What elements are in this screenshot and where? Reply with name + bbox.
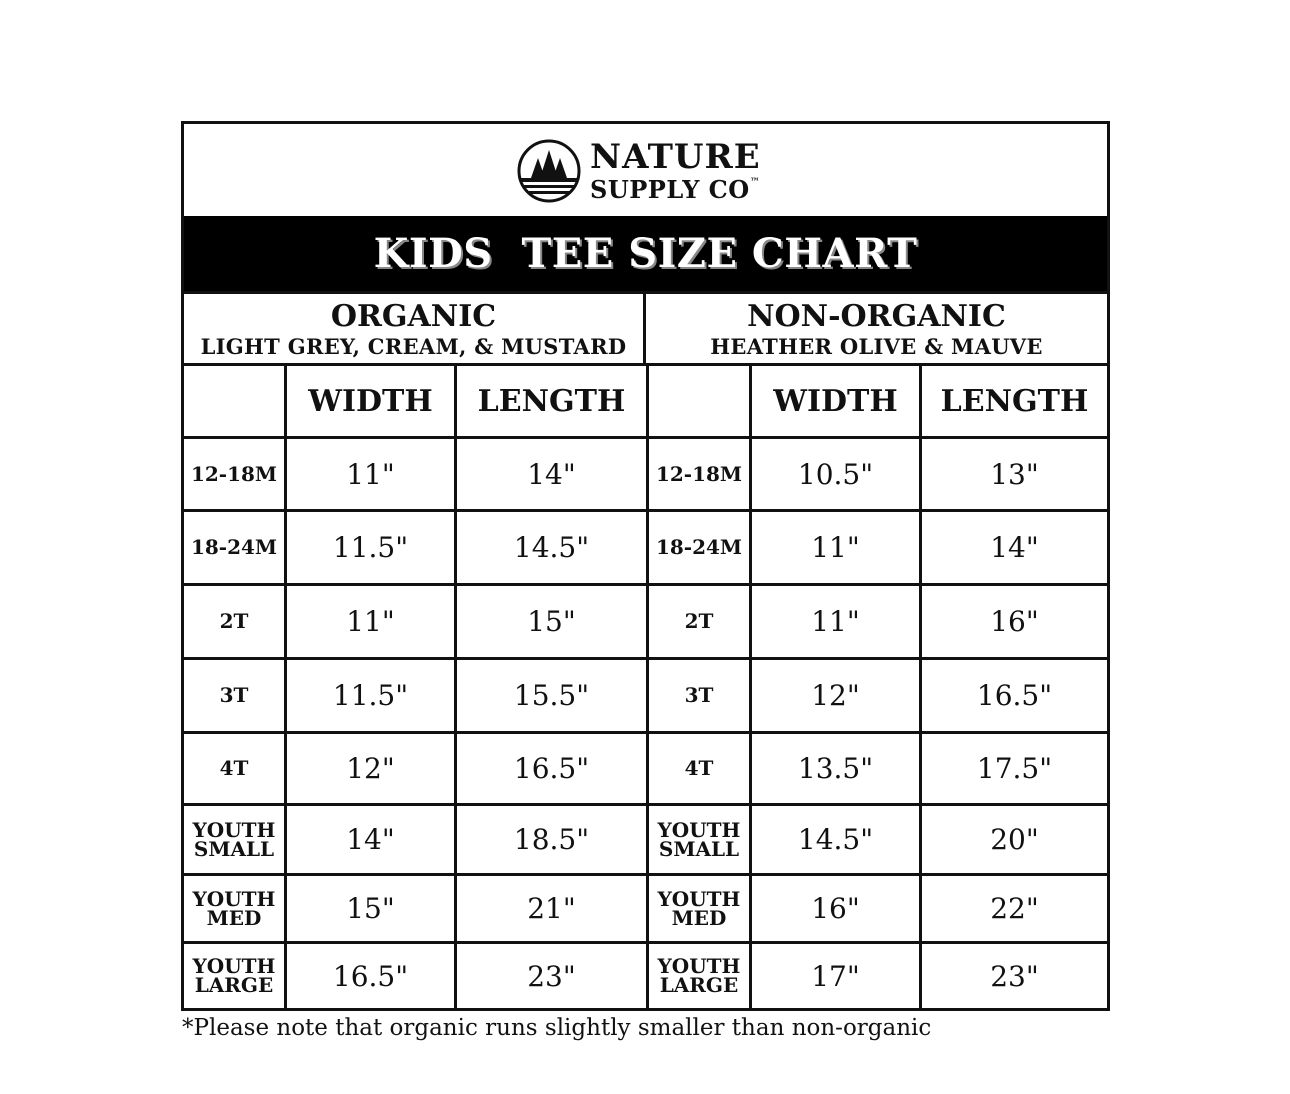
nonorganic-size-label: YOUTH LARGE — [646, 941, 749, 1008]
nonorganic-width-value: 11" — [749, 583, 919, 657]
nonorganic-length-value: 13" — [919, 436, 1107, 509]
organic-width-value: 15" — [284, 873, 454, 941]
nonorganic-length-value: 23" — [919, 941, 1107, 1008]
organic-size-label: YOUTH MED — [184, 873, 284, 941]
nonorganic-size-label: 3T — [646, 657, 749, 731]
column-header-nonorganic-length: LENGTH — [919, 363, 1107, 436]
organic-width-value: 11.5" — [284, 509, 454, 583]
organic-size-label: YOUTH LARGE — [184, 941, 284, 1008]
column-header-organic-length: LENGTH — [454, 363, 646, 436]
nonorganic-width-value: 14.5" — [749, 803, 919, 873]
nonorganic-width-value: 13.5" — [749, 731, 919, 803]
nonorganic-group-colors: HEATHER OLIVE & MAUVE — [710, 334, 1043, 359]
nonorganic-width-value: 16" — [749, 873, 919, 941]
organic-group-title: ORGANIC — [330, 299, 497, 334]
column-header-organic-size — [184, 363, 284, 436]
organic-size-label: 4T — [184, 731, 284, 803]
organic-length-value: 14.5" — [454, 509, 646, 583]
organic-length-value: 15.5" — [454, 657, 646, 731]
column-header-nonorganic-width: WIDTH — [749, 363, 919, 436]
nonorganic-group-header — [646, 291, 1107, 363]
nonorganic-size-label: YOUTH MED — [646, 873, 749, 941]
footnote: *Please note that organic runs slightly smaller than non-organic — [182, 1015, 932, 1041]
organic-length-value: 21" — [454, 873, 646, 941]
organic-width-value: 12" — [284, 731, 454, 803]
column-header-nonorganic-size — [646, 363, 749, 436]
organic-length-value: 14" — [454, 436, 646, 509]
nonorganic-width-value: 11" — [749, 509, 919, 583]
organic-size-label: 18-24M — [184, 509, 284, 583]
organic-size-label: 2T — [184, 583, 284, 657]
trademark: ™ — [749, 177, 761, 188]
nonorganic-size-label: 12-18M — [646, 436, 749, 509]
nonorganic-length-value: 16" — [919, 583, 1107, 657]
nonorganic-size-label: 2T — [646, 583, 749, 657]
organic-group-header — [184, 291, 646, 363]
organic-width-value: 16.5" — [284, 941, 454, 1008]
nonorganic-size-label: YOUTH SMALL — [646, 803, 749, 873]
pine-trees-logo-icon — [516, 138, 582, 204]
organic-length-value: 15" — [454, 583, 646, 657]
organic-group-colors: LIGHT GREY, CREAM, & MUSTARD — [200, 334, 627, 359]
organic-length-value: 23" — [454, 941, 646, 1008]
brand-line-2: SUPPLY CO™ — [590, 175, 761, 204]
brand-line-1: NATURE — [590, 137, 761, 177]
nonorganic-size-label: 18-24M — [646, 509, 749, 583]
nonorganic-size-label: 4T — [646, 731, 749, 803]
organic-width-value: 11" — [284, 583, 454, 657]
nonorganic-length-value: 17.5" — [919, 731, 1107, 803]
chart-title: KIDS TEE SIZE CHART — [373, 230, 918, 277]
column-header-organic-width: WIDTH — [284, 363, 454, 436]
nonorganic-length-value: 16.5" — [919, 657, 1107, 731]
size-table — [184, 363, 1107, 1008]
brand-name — [590, 137, 761, 204]
organic-size-label: 12-18M — [184, 436, 284, 509]
nonorganic-length-value: 14" — [919, 509, 1107, 583]
logo-band — [184, 124, 1107, 216]
nonorganic-width-value: 10.5" — [749, 436, 919, 509]
nonorganic-width-value: 12" — [749, 657, 919, 731]
organic-width-value: 14" — [284, 803, 454, 873]
organic-width-value: 11" — [284, 436, 454, 509]
size-chart — [181, 121, 1110, 1011]
organic-width-value: 11.5" — [284, 657, 454, 731]
organic-length-value: 16.5" — [454, 731, 646, 803]
nonorganic-length-value: 22" — [919, 873, 1107, 941]
title-band — [184, 216, 1107, 291]
organic-size-label: 3T — [184, 657, 284, 731]
organic-length-value: 18.5" — [454, 803, 646, 873]
nonorganic-group-title: NON-ORGANIC — [747, 299, 1006, 334]
nonorganic-width-value: 17" — [749, 941, 919, 1008]
brand-logo — [516, 136, 761, 206]
organic-size-label: YOUTH SMALL — [184, 803, 284, 873]
nonorganic-length-value: 20" — [919, 803, 1107, 873]
